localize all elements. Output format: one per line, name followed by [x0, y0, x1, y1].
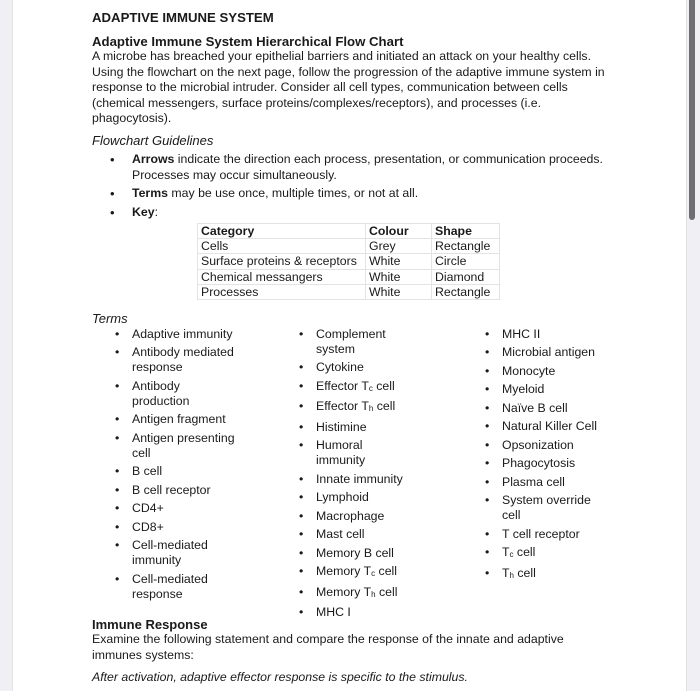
term-item: [480, 401, 610, 416]
guideline-bold: Terms: [132, 186, 168, 200]
term-item: [110, 501, 240, 516]
term-label: Antigen presenting cell: [132, 430, 235, 460]
immune-response-instruction: Examine the following statement and compare the response of the innate and adaptive immunes systems:: [92, 632, 564, 662]
cell-category: Cells: [198, 239, 366, 254]
term-item: [480, 493, 610, 523]
guideline-text: may be use once, multiple times, or not at all.: [168, 186, 419, 200]
term-subscript: h: [509, 570, 514, 580]
flowchart-heading: Adaptive Immune System Hierarchical Flow Chart: [92, 33, 404, 49]
term-item: [294, 564, 409, 581]
key-table-row: [198, 239, 500, 254]
term-label: Cell-mediated immunity: [132, 538, 208, 568]
term-label: Effector T: [316, 399, 369, 414]
guideline-terms: [132, 186, 612, 202]
term-item: [110, 327, 240, 342]
term-label: Histimine: [316, 419, 367, 434]
term-label: T: [502, 545, 510, 560]
term-label: Opsonization: [502, 437, 574, 452]
term-label: Naïve B cell: [502, 400, 568, 415]
term-label: B cell receptor: [132, 482, 211, 497]
term-item: [480, 566, 610, 583]
guideline-text: indicate the direction each process, presentation, or communication proceeds. Processes may occur simultaneously.: [132, 152, 603, 182]
term-label: Macrophage: [316, 508, 385, 523]
term-item: [294, 509, 409, 524]
term-item: [294, 438, 409, 468]
cell-category: Surface proteins & receptors: [198, 254, 366, 269]
term-label: CD8+: [132, 519, 164, 534]
guideline-bold: Arrows: [132, 152, 175, 166]
term-item: [110, 345, 240, 375]
key-table-row: [198, 284, 500, 299]
cell-shape: Circle: [432, 254, 500, 269]
term-item: [110, 572, 240, 602]
term-item: [480, 419, 610, 434]
term-label: Antibody production: [132, 378, 190, 408]
term-item: [294, 605, 409, 620]
term-item: [294, 327, 409, 357]
term-label: Innate immunity: [316, 471, 403, 486]
term-subscript: h: [368, 404, 374, 414]
cell-shape: Diamond: [432, 269, 500, 284]
header-shape: Shape: [432, 224, 500, 239]
flowchart-intro: A microbe has breached your epithelial barriers and initiated an attack on your healthy cells. Using the flowchart on the next page, follow the progression of the adaptive immune system in response to the microbial intruder. Consider all cell types, communication between cells (chemical messengers, surface proteins/complexes/receptors), and processes (i.e. phagocytosis).: [92, 49, 605, 125]
term-item: [480, 475, 610, 490]
guideline-bold: Key: [132, 204, 155, 219]
cell-shape: Rectangle: [432, 284, 500, 299]
term-label: Natural Killer Cell: [502, 419, 597, 434]
term-item: [294, 399, 409, 416]
term-label: Cell-mediated response: [132, 571, 208, 601]
key-table: [197, 223, 500, 300]
term-subscript: c: [371, 569, 376, 579]
term-item: [110, 412, 240, 427]
term-item: [294, 546, 409, 561]
term-label: System override cell: [502, 493, 591, 523]
terms-column-2: [294, 327, 409, 624]
term-label: Antibody mediated response: [132, 345, 234, 375]
terms-heading: Terms: [92, 311, 128, 327]
term-subscript: c: [509, 550, 514, 560]
guidelines-list: [92, 152, 612, 220]
term-item: [480, 364, 610, 379]
term-item: [110, 431, 240, 461]
term-item: [480, 527, 610, 542]
term-item: [110, 538, 240, 568]
document-page: [92, 8, 612, 686]
term-label: T: [502, 565, 510, 580]
term-label: Complement system: [316, 326, 386, 356]
term-item: [294, 360, 409, 375]
term-label-suffix: cell: [513, 565, 536, 580]
terms-column-3: [480, 327, 610, 587]
term-label-suffix: cell: [375, 564, 397, 579]
scrollbar-thumb[interactable]: [689, 0, 695, 220]
term-item: [110, 379, 240, 409]
term-item: [110, 520, 240, 535]
header-colour: Colour: [366, 224, 432, 239]
term-label: Microbial antigen: [502, 345, 595, 360]
term-label: Adaptive immunity: [132, 326, 233, 341]
term-item: [480, 438, 610, 453]
term-item: [294, 490, 409, 505]
term-label: Phagocytosis: [502, 456, 576, 471]
guideline-key: [132, 205, 612, 221]
term-label: Mast cell: [316, 527, 365, 542]
guideline-arrows: [132, 152, 612, 183]
term-item: [110, 483, 240, 498]
term-label: Myeloid: [502, 382, 545, 397]
term-label: CD4+: [132, 501, 164, 516]
term-label: B cell: [132, 464, 163, 479]
term-label: Lymphoid: [316, 490, 369, 505]
term-label: Effector T: [316, 378, 369, 393]
term-item: [294, 420, 409, 435]
cell-shape: Rectangle: [432, 239, 500, 254]
cell-category: Chemical messangers: [198, 269, 366, 284]
immune-response-statement: After activation, adaptive effector response is specific to the stimulus.: [92, 670, 468, 685]
term-label-suffix: cell: [372, 378, 395, 393]
term-item: [294, 527, 409, 542]
term-label-suffix: cell: [373, 399, 396, 414]
term-label: MHC II: [502, 326, 541, 341]
term-label: Antigen fragment: [132, 412, 226, 427]
term-item: [480, 327, 610, 342]
cell-colour: Grey: [366, 239, 432, 254]
term-item: [110, 464, 240, 479]
terms-column-1: [110, 327, 240, 606]
guidelines-heading: Flowchart Guidelines: [92, 132, 214, 148]
key-table-header: [198, 224, 500, 239]
term-item: [294, 472, 409, 487]
term-item: [480, 345, 610, 360]
term-label: T cell receptor: [502, 526, 580, 541]
left-gutter: [0, 0, 13, 691]
term-label: Humoral immunity: [316, 438, 366, 468]
cell-colour: White: [366, 254, 432, 269]
key-table-row: [198, 254, 500, 269]
term-item: [480, 456, 610, 471]
cell-colour: White: [366, 284, 432, 299]
cell-colour: White: [366, 269, 432, 284]
term-label-suffix: cell: [513, 545, 536, 560]
term-subscript: c: [368, 383, 373, 393]
document-title: ADAPTIVE IMMUNE SYSTEM: [92, 10, 274, 25]
term-item: [294, 379, 409, 396]
term-label: MHC I: [316, 605, 351, 620]
term-label: Memory B cell: [316, 545, 394, 560]
terms-columns: [92, 326, 612, 620]
immune-response-heading: Immune Response: [92, 616, 208, 632]
term-subscript: h: [371, 589, 376, 599]
term-label: Memory T: [316, 584, 372, 599]
term-label: Cytokine: [316, 360, 364, 375]
term-label: Memory T: [316, 564, 372, 579]
term-item: [480, 545, 610, 562]
term-label: Monocyte: [502, 363, 556, 378]
cell-category: Processes: [198, 284, 366, 299]
term-label: Plasma cell: [502, 474, 565, 489]
header-category: Category: [198, 224, 366, 239]
term-item: [480, 382, 610, 397]
term-label-suffix: cell: [375, 584, 398, 599]
guideline-text: :: [154, 204, 158, 219]
term-item: [294, 585, 409, 602]
key-table-row: [198, 269, 500, 284]
